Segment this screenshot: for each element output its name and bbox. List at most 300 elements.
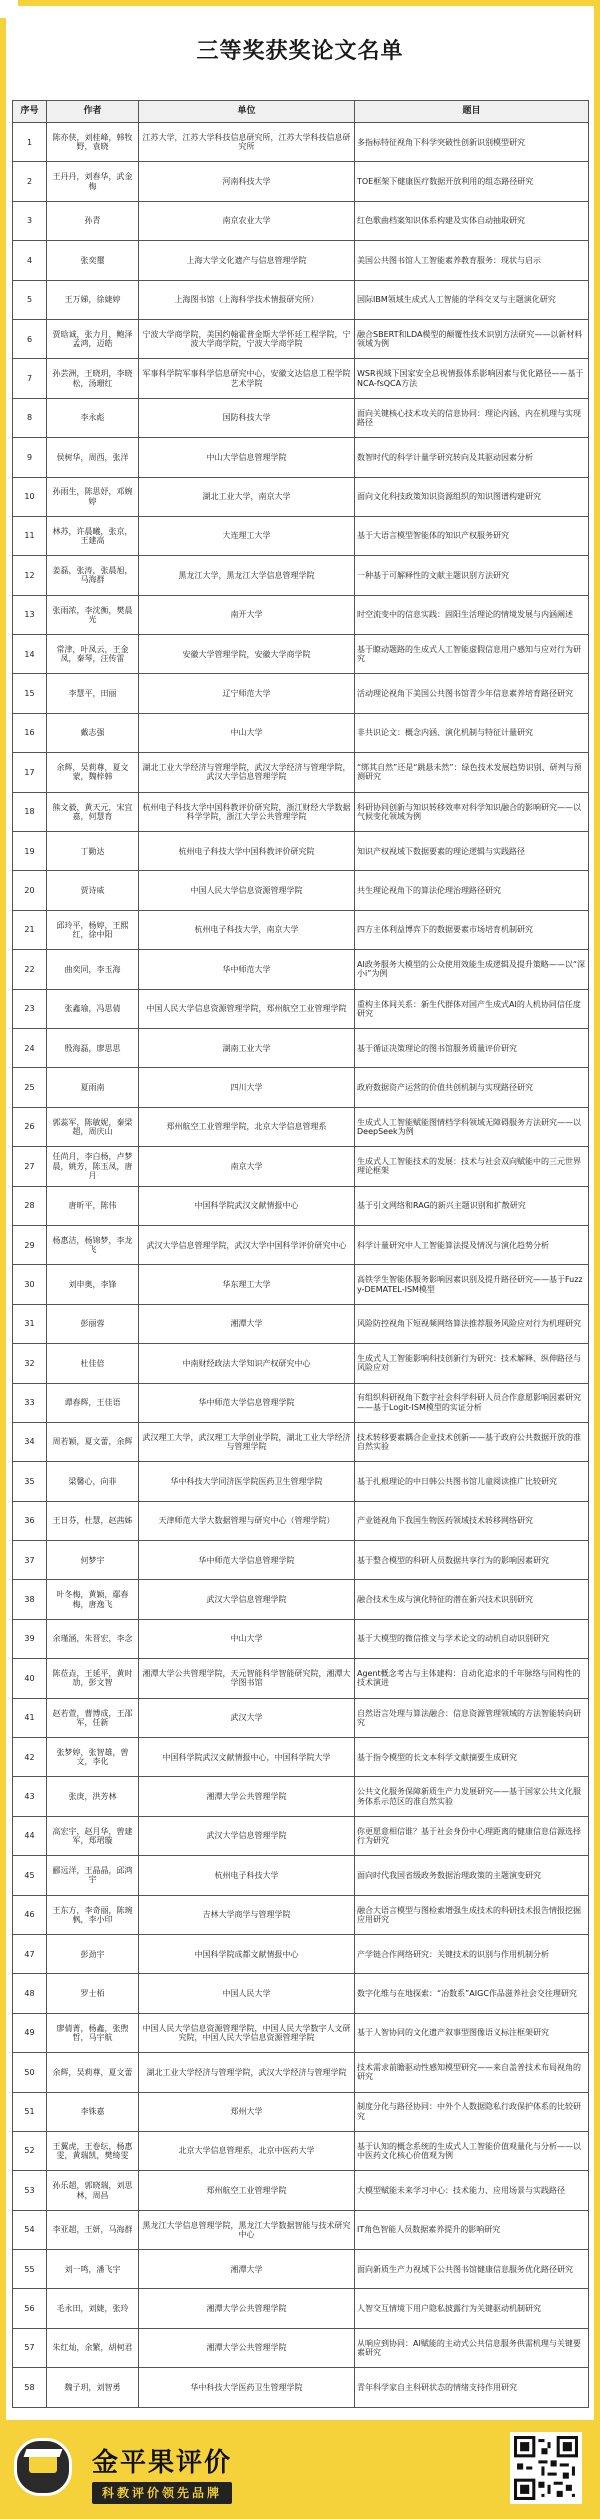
- paper-title-cell: 面向关键核心技术攻关的信息协同：理论内涵、内在机理与实现路径: [355, 398, 589, 437]
- paper-title-cell: 面向文化科技政策知识资源组织的知识图谱构建研究: [355, 477, 589, 516]
- authors-cell: 戴志强: [47, 713, 139, 752]
- authors-cell: 熊文毅，黄天元，宋宜嘉，何慧育: [47, 792, 139, 831]
- institution-cell: 黑龙江大学信息管理学院，黑龙江大学数据智能与技术研究中心: [139, 2210, 355, 2249]
- paper-title-cell: 从响应到协同：AI赋能的主动式公共信息服务供需机理与关键要素研究: [355, 2328, 589, 2367]
- paper-title-cell: 生成式人工智能技术的发展：技术与社会双向赋能中的三元世界理论框架: [355, 1147, 589, 1186]
- row-number: 26: [13, 1107, 47, 1146]
- table-row: [13, 556, 589, 595]
- authors-cell: 贾诗威: [47, 871, 139, 910]
- row-number: 24: [13, 1028, 47, 1067]
- paper-title-cell: 一种基于可解释性的文献主题识别方法研究: [355, 556, 589, 595]
- authors-cell: 陈亦侠，刘桂峰，韩牧野，袁晓: [47, 123, 139, 162]
- institution-cell: 辽宁师范大学: [139, 674, 355, 713]
- paper-title-cell: 技术需求前瞻驱动性感知模型研究——来自盖普技术布局视角的研究: [355, 2053, 589, 2092]
- paper-title-cell: 红色歌曲档案知识体系构建及实体自动抽取研究: [355, 201, 589, 240]
- authors-cell: 孙芸洲，王晓玥，李晓松，汤珊红: [47, 359, 139, 398]
- table-row: [13, 477, 589, 516]
- table-row: [13, 635, 589, 674]
- institution-cell: 南京大学: [139, 1147, 355, 1186]
- column-header: 作者: [47, 101, 139, 123]
- paper-title-cell: 多指标特征视角下科学突破性创新识别模型研究: [355, 123, 589, 162]
- row-number: 46: [13, 1895, 47, 1934]
- institution-cell: 中国人民大学信息资源管理学院: [139, 871, 355, 910]
- row-number: 33: [13, 1383, 47, 1422]
- paper-title-cell: 面向时代我国省级政务数据治理政策的主题演变研究: [355, 1856, 589, 1895]
- row-number: 29: [13, 1225, 47, 1264]
- table-row: [13, 2250, 589, 2289]
- institution-cell: 武汉大学: [139, 1698, 355, 1737]
- institution-cell: 武汉理工大学，武汉理工大学创业学院，湖北工业大学经济与管理学院: [139, 1422, 355, 1461]
- row-number: 30: [13, 1265, 47, 1304]
- paper-title-cell: 政府数据资产运营的价值共创机制与实现路径研究: [355, 1068, 589, 1107]
- institution-cell: 河南科技大学: [139, 162, 355, 201]
- paper-title-cell: “绑其自然”还是“跳悬未然”：绿色技术发展趋势识别、研判与预测研究: [355, 753, 589, 792]
- table-row: [13, 1422, 589, 1461]
- row-number: 56: [13, 2289, 47, 2328]
- table-row: [13, 1028, 589, 1067]
- table-row: [13, 1462, 589, 1501]
- institution-cell: 上海图书馆（上海科学技术情报研究所）: [139, 280, 355, 319]
- column-header: 题目: [355, 101, 589, 123]
- row-number: 25: [13, 1068, 47, 1107]
- paper-title-cell: 四方主体利益博弈下的数据要素市场培育机制研究: [355, 910, 589, 949]
- table-row: [13, 832, 589, 871]
- paper-title-cell: 知识产权视域下数据要素的理论逻辑与实践路径: [355, 832, 589, 871]
- authors-cell: 高宏宇，赵月华，曾建军，郑珺璇: [47, 1816, 139, 1855]
- institution-cell: 湖南工业大学: [139, 1028, 355, 1067]
- table-row: [13, 1580, 589, 1619]
- institution-cell: 华东理工大学: [139, 1265, 355, 1304]
- paper-title-cell: 面向新质生产力视域下公共图书馆健康信息服务优化路径研究: [355, 2250, 589, 2289]
- row-number: 57: [13, 2328, 47, 2367]
- row-number: 52: [13, 2131, 47, 2170]
- institution-cell: 吉林大学商学与管理学院: [139, 1895, 355, 1934]
- table-row: [13, 2053, 589, 2092]
- institution-cell: 武汉大学信息管理学院: [139, 1816, 355, 1855]
- institution-cell: 华中科技大学同济医学院医药卫生管理学院: [139, 1462, 355, 1501]
- authors-cell: 张奕璽: [47, 241, 139, 280]
- institution-cell: 上海大学文化遗产与信息管理学院: [139, 241, 355, 280]
- paper-title-cell: 公共文化服务保障新质生产力发展研究——基于国家公共文化服务体系示范区的准自然实验: [355, 1777, 589, 1816]
- authors-cell: 孙乐超，郭晓瑞，刘思林，周昌: [47, 2171, 139, 2210]
- row-number: 23: [13, 989, 47, 1028]
- paper-title-cell: 人智交互情境下用户隐私披露行为关键驱动机制研究: [355, 2289, 589, 2328]
- paper-title-cell: IT角色智能人员数据素养提升的影响研究: [355, 2210, 589, 2249]
- row-number: 21: [13, 910, 47, 949]
- institution-cell: 湘潭大学公共管理学院，天元智能科学智能研究院，湘潭大学图书馆: [139, 1659, 355, 1698]
- table-row: [13, 2131, 589, 2170]
- table-row: [13, 1856, 589, 1895]
- paper-title-cell: 数智时代的科学计量学研究转向及其驱动因素分析: [355, 438, 589, 477]
- authors-cell: 梁馨心，向菲: [47, 1462, 139, 1501]
- authors-cell: 刘一鸣，潘飞宇: [47, 2250, 139, 2289]
- authors-cell: 夏雨南: [47, 1068, 139, 1107]
- table-row: [13, 2368, 589, 2408]
- institution-cell: 华中师范大学信息管理学院: [139, 1541, 355, 1580]
- row-number: 32: [13, 1344, 47, 1383]
- paper-title-cell: 基于扎根理论的中日韩公共图书馆儿童阅读推广比较研究: [355, 1462, 589, 1501]
- paper-title-cell: 生成式人工智能影响科技创新行为研究：技术解释、纵伸路径与风险应对: [355, 1344, 589, 1383]
- authors-cell: 余辉，吴莉尊，夏文蕾: [47, 2053, 139, 2092]
- row-number: 39: [13, 1619, 47, 1658]
- paper-title-cell: 基于整合模型的科研人员数据共享行为的影响因素研究: [355, 1541, 589, 1580]
- paper-title-cell: 非共识论文：概念内涵、演化机制与特征计量研究: [355, 713, 589, 752]
- column-header: 序号: [13, 101, 47, 123]
- institution-cell: 北京大学信息管理系，北京中医药大学: [139, 2131, 355, 2170]
- institution-cell: 杭州电子科技大学中国科教评价研究院: [139, 832, 355, 871]
- table-row: [13, 1974, 589, 2013]
- authors-cell: 王翼虎，王卷纭，杨惠雯，黄瑞凯，樊绮雯: [47, 2131, 139, 2170]
- paper-title-cell: 科学计量研究中人工智能算法提及情况与演化趋势分析: [355, 1225, 589, 1264]
- page-title: 三等奖获奖论文名单: [196, 39, 404, 64]
- authors-cell: 彭劲宇: [47, 1934, 139, 1973]
- institution-cell: 安徽大学管理学院，安徽大学商学院: [139, 635, 355, 674]
- authors-cell: 任尚月，李白杨，卢梦晨，姚芳，陈玉凤，唐月: [47, 1147, 139, 1186]
- institution-cell: 江苏大学，江苏大学科技信息研究所，江苏大学科技信息研究所: [139, 123, 355, 162]
- table-row: [13, 1186, 589, 1225]
- table-row: [13, 2013, 589, 2052]
- row-number: 3: [13, 201, 47, 240]
- table-row: [13, 2171, 589, 2210]
- table-row: [13, 1698, 589, 1737]
- table-row: [13, 1934, 589, 1973]
- table-row: [13, 1895, 589, 1934]
- institution-cell: 湘潭大学公共管理学院: [139, 2289, 355, 2328]
- institution-cell: 湘潭大学公共管理学院: [139, 1777, 355, 1816]
- paper-title-cell: 技术转移要素耦合企业技术创新——基于政府公共数据开放的准自然实验: [355, 1422, 589, 1461]
- paper-title-cell: 基于大语言模型智能体的知识产权服务研究: [355, 516, 589, 555]
- award-table-wrapper: [12, 100, 588, 2408]
- institution-cell: 湖北工业大学，南京大学: [139, 477, 355, 516]
- authors-cell: 何梦宇: [47, 1541, 139, 1580]
- paper-title-cell: 基于瞭动题路的生成式人工智能虚假信息用户感知与应对行为研究: [355, 635, 589, 674]
- table-header-row: [13, 101, 589, 123]
- row-number: 53: [13, 2171, 47, 2210]
- authors-cell: 唐昕平，陈伟: [47, 1186, 139, 1225]
- table-row: [13, 1344, 589, 1383]
- table-row: [13, 2289, 589, 2328]
- row-number: 48: [13, 1974, 47, 2013]
- row-number: 10: [13, 477, 47, 516]
- table-row: [13, 871, 589, 910]
- row-number: 6: [13, 319, 47, 358]
- paper-title-cell: 基于引文网络和RAG的新兴主题识别和扩散研究: [355, 1186, 589, 1225]
- paper-title-cell: 重构主体间关系：新生代群体对国产生成式AI的人机协同信任度研究: [355, 989, 589, 1028]
- table-row: [13, 359, 589, 398]
- row-number: 14: [13, 635, 47, 674]
- table-row: [13, 241, 589, 280]
- row-number: 12: [13, 556, 47, 595]
- paper-title-cell: TOE框架下健康医疗数据开放利用的组态路径研究: [355, 162, 589, 201]
- authors-cell: 陈莅垚，王延平，黄时劢，彭文智: [47, 1659, 139, 1698]
- brand-name: 金平果评价: [92, 2448, 233, 2478]
- institution-cell: 杭州电子科技大学: [139, 1856, 355, 1895]
- row-number: 40: [13, 1659, 47, 1698]
- authors-cell: 孙雨生，陈思妤，邓婉婷: [47, 477, 139, 516]
- authors-cell: 郭蕊军，陈敏妮，秦梁超，周庆山: [47, 1107, 139, 1146]
- paper-title-cell: 基于循证决策理论的图书馆服务质量评价研究: [355, 1028, 589, 1067]
- institution-cell: 中南财经政法大学知识产权研究中心: [139, 1344, 355, 1383]
- row-number: 27: [13, 1147, 47, 1186]
- qr-code-graphic: [514, 2436, 578, 2500]
- paper-title-cell: 产学链合作网络研究：关键技术的识别与作用机制分析: [355, 1934, 589, 1973]
- row-number: 49: [13, 2013, 47, 2052]
- institution-cell: 中山大学: [139, 1619, 355, 1658]
- table-row: [13, 950, 589, 989]
- institution-cell: 大连理工大学: [139, 516, 355, 555]
- institution-cell: 中国科学院武汉文献情报中心: [139, 1186, 355, 1225]
- table-row: [13, 319, 589, 358]
- paper-title-cell: 有组织科研视角下数字社会科学科研人员合作意愿影响因素研究——基于Logit-ISM模型的实证分析: [355, 1383, 589, 1422]
- institution-cell: 中国人民大学信息资源管理学院，郑州航空工业管理学院: [139, 989, 355, 1028]
- authors-cell: 侯树华，周西，张洋: [47, 438, 139, 477]
- paper-title-cell: 风险防控视角下短视频网络算法推荐服务风险应对行为机理研究: [355, 1304, 589, 1343]
- footer: [0, 2420, 600, 2519]
- paper-title-cell: 科研协同创新与知识转移效率对科学知识融合的影响研究——以气候变化领域为例: [355, 792, 589, 831]
- table-row: [13, 516, 589, 555]
- paper-title-cell: 共生理论视角下的算法伦理治理路径研究: [355, 871, 589, 910]
- table-row: [13, 2092, 589, 2131]
- paper-title-cell: 基于人智协同的文化遗产叙事型图像语义标注框架研究: [355, 2013, 589, 2052]
- authors-cell: 李亚超，王妍，马海群: [47, 2210, 139, 2249]
- authors-cell: 朱红灿，余繁，胡柯君: [47, 2328, 139, 2367]
- row-number: 17: [13, 753, 47, 792]
- authors-cell: 李慧平，田丽: [47, 674, 139, 713]
- row-number: 8: [13, 398, 47, 437]
- column-header: 单位: [139, 101, 355, 123]
- authors-cell: 叶冬梅，黄颖，鄢春梅，唐逸飞: [47, 1580, 139, 1619]
- paper-title-cell: 基于大模型的微信推文与学术论文的动机自动识别研究: [355, 1619, 589, 1658]
- table-row: [13, 1147, 589, 1186]
- institution-cell: 中山大学信息管理学院: [139, 438, 355, 477]
- row-number: 44: [13, 1816, 47, 1855]
- row-number: 13: [13, 595, 47, 634]
- graduation-cap-icon: [14, 2438, 72, 2496]
- paper-title-cell: 融合大语言模型与图检索增强生成技术的科研技术报告情报挖掘应用研究: [355, 1895, 589, 1934]
- table-row: [13, 2210, 589, 2249]
- authors-cell: 余辉，吴莉尊，夏文蒙，魏梓韩: [47, 753, 139, 792]
- institution-cell: 黑龙江大学，黑龙江大学信息管理学院: [139, 556, 355, 595]
- table-row: [13, 280, 589, 319]
- institution-cell: 杭州电子科技大学中国科教评价研究院，浙江财经大学数据科学学院，浙江大学公共管理学院: [139, 792, 355, 831]
- table-row: [13, 1541, 589, 1580]
- table-row: [13, 1383, 589, 1422]
- authors-cell: 张鑫瑜，冯思倩: [47, 989, 139, 1028]
- row-number: 47: [13, 1934, 47, 1973]
- authors-cell: 孙青: [47, 201, 139, 240]
- table-row: [13, 910, 589, 949]
- authors-cell: 李铢嘉: [47, 2092, 139, 2131]
- table-body: [13, 123, 589, 2408]
- table-row: [13, 1304, 589, 1343]
- table-row: [13, 1777, 589, 1816]
- paper-title-cell: 时空流变中的信息实践：固阳生活理论的情境发展与内涵阐述: [355, 595, 589, 634]
- table-row: [13, 792, 589, 831]
- authors-cell: 廖倩菁，杨鑫，张煦哲，马宇航: [47, 2013, 139, 2052]
- table-row: [13, 398, 589, 437]
- award-list-card: [6, 6, 594, 2420]
- paper-title-cell: 生成式人工智能赋能图情档学科领域无障碍服务方法研究——以DeepSeek为例: [355, 1107, 589, 1146]
- table-row: [13, 201, 589, 240]
- row-number: 9: [13, 438, 47, 477]
- row-number: 42: [13, 1738, 47, 1777]
- authors-cell: 彭丽蓉: [47, 1304, 139, 1343]
- authors-cell: 毛永田，刘婕，张玲: [47, 2289, 139, 2328]
- qr-code-icon: [510, 2432, 582, 2504]
- institution-cell: 军事科学院军事科学信息研究中心，安徽文达信息工程学院艺术学院: [139, 359, 355, 398]
- institution-cell: 湘潭大学: [139, 2250, 355, 2289]
- row-number: 1: [13, 123, 47, 162]
- row-number: 45: [13, 1856, 47, 1895]
- row-number: 7: [13, 359, 47, 398]
- row-number: 2: [13, 162, 47, 201]
- paper-title-cell: 基于认知的概念系统的生成式人工智能价值观量化与分析——以中医药文化核心价值观为例: [355, 2131, 589, 2170]
- table-row: [13, 674, 589, 713]
- table-row: [13, 753, 589, 792]
- paper-title-cell: 融合SBERT和LDA模型的颠覆性技术识别方法研究——以新材料领域为例: [355, 319, 589, 358]
- row-number: 16: [13, 713, 47, 752]
- row-number: 11: [13, 516, 47, 555]
- authors-cell: 王万娣，徐婕婷: [47, 280, 139, 319]
- authors-cell: 罗士栢: [47, 1974, 139, 2013]
- row-number: 55: [13, 2250, 47, 2289]
- institution-cell: 中山大学: [139, 713, 355, 752]
- authors-cell: 丁勤达: [47, 832, 139, 871]
- paper-title-cell: 基于指令模型的长文本科学文献摘要生成研究: [355, 1738, 589, 1777]
- table-row: [13, 1738, 589, 1777]
- paper-title-cell: 大模型赋能未来学习中心：技术能力、应用场景与实践路径: [355, 2171, 589, 2210]
- institution-cell: 湖北工业大学经济与管理学院，武汉大学经济与管理学院: [139, 2053, 355, 2092]
- authors-cell: 贾晗诚，张力月，鲍泽孟鸿，迈皓: [47, 319, 139, 358]
- institution-cell: 南京农业大学: [139, 201, 355, 240]
- authors-cell: 赵若萱，曹博成，王邵军，任新: [47, 1698, 139, 1737]
- paper-title-cell: Agent概念考古与主体建构：自动化追求的千年脉络与同构性的技术演进: [355, 1659, 589, 1698]
- table-row: [13, 1501, 589, 1540]
- institution-cell: 郑州航空工业管理学院: [139, 2171, 355, 2210]
- authors-cell: 林苏，许晨曦，张京，王建高: [47, 516, 139, 555]
- table-row: [13, 123, 589, 162]
- table-row: [13, 1107, 589, 1146]
- institution-cell: 武汉大学信息管理学院: [139, 1580, 355, 1619]
- table-row: [13, 1659, 589, 1698]
- authors-cell: 王日芬，杜慧，赵茜姊: [47, 1501, 139, 1540]
- authors-cell: 郦远洋，王晶晶，邱鸿宇: [47, 1856, 139, 1895]
- row-number: 15: [13, 674, 47, 713]
- row-number: 4: [13, 241, 47, 280]
- institution-cell: 武汉大学信息管理学院，武汉大学中国科学评价研究中心: [139, 1225, 355, 1264]
- table-row: [13, 438, 589, 477]
- row-number: 58: [13, 2368, 47, 2408]
- row-number: 31: [13, 1304, 47, 1343]
- institution-cell: 湘潭大学公共管理学院: [139, 2328, 355, 2367]
- institution-cell: 中国科学院武汉文献情报中心，中国科学院大学: [139, 1738, 355, 1777]
- institution-cell: 中国人民大学信息资源管理学院，中国人民大学数字人文研究院，中国人民大学信息资源管理学院: [139, 2013, 355, 2052]
- institution-cell: 中国人民大学: [139, 1974, 355, 2013]
- authors-cell: 曲奕同，李玉海: [47, 950, 139, 989]
- paper-title-cell: 数字化维与在地探索：“冶数系”AIGC作品滋养社会交往理研究: [355, 1974, 589, 2013]
- paper-title-cell: 活动理论视角下美国公共图书馆青少年信息素养培育路径研究: [355, 674, 589, 713]
- institution-cell: 杭州电子科技大学，南京大学: [139, 910, 355, 949]
- paper-title-cell: 产业链视角下我国生物医药领域技术转移网络研究: [355, 1501, 589, 1540]
- row-number: 20: [13, 871, 47, 910]
- authors-cell: 王东方，李奇丽，陈琬枫，李小印: [47, 1895, 139, 1934]
- authors-cell: 谭春辉，王佳语: [47, 1383, 139, 1422]
- brand-slogan: 科教评价领先品牌: [92, 2482, 232, 2504]
- paper-title-cell: 自然语言处理与算法融合：信息资源管理领域的方法智能转向研究: [355, 1698, 589, 1737]
- institution-cell: 国防科技大学: [139, 398, 355, 437]
- row-number: 18: [13, 792, 47, 831]
- authors-cell: 张雨浓，李沈衡，樊晨光: [47, 595, 139, 634]
- award-table: [12, 100, 589, 2408]
- row-number: 19: [13, 832, 47, 871]
- institution-cell: 郑州航空工业管理学院，北京大学信息管理系: [139, 1107, 355, 1146]
- row-number: 37: [13, 1541, 47, 1580]
- authors-cell: 刘申奥，李锋: [47, 1265, 139, 1304]
- paper-title-cell: 高铁学生智能体服务影响因素识别及提升路径研究——基于Fuzzy-DEMATEL-ISM模型: [355, 1265, 589, 1304]
- row-number: 5: [13, 280, 47, 319]
- institution-cell: 郑州大学: [139, 2092, 355, 2131]
- table-row: [13, 1068, 589, 1107]
- paper-title-cell: WSR视域下国家安全总视情报体系影响因素与优化路径——基于NCA-fsQCA方法: [355, 359, 589, 398]
- table-row: [13, 595, 589, 634]
- row-number: 51: [13, 2092, 47, 2131]
- institution-cell: 华中师范大学: [139, 950, 355, 989]
- logo-cap-shape: [24, 2449, 63, 2457]
- paper-title-cell: 美国公共图书馆人工智能素养教育服务：现状与启示: [355, 241, 589, 280]
- authors-cell: 杨惠洁，杨锦梦，李龙飞: [47, 1225, 139, 1264]
- row-number: 36: [13, 1501, 47, 1540]
- paper-title-cell: AI政务服务大模型的公众使用效能生成逻辑及提升策略——以“深小i”为例: [355, 950, 589, 989]
- authors-cell: 张庚，洪芳林: [47, 1777, 139, 1816]
- table-row: [13, 1225, 589, 1264]
- paper-title-cell: 青年科学家自主科研状态的情绪支持作用研究: [355, 2368, 589, 2408]
- table-row: [13, 2328, 589, 2367]
- row-number: 34: [13, 1422, 47, 1461]
- row-number: 22: [13, 950, 47, 989]
- paper-title-cell: 制度分化与路径协同：中外个人数据隐私行政保护体系的比较研究: [355, 2092, 589, 2131]
- institution-cell: 天津师范大学大数据管理与研究中心（管理学院）: [139, 1501, 355, 1540]
- authors-cell: 王丹丹，刘春华，武金梅: [47, 162, 139, 201]
- table-row: [13, 1619, 589, 1658]
- row-number: 50: [13, 2053, 47, 2092]
- authors-cell: 邱玲平，杨婷，王熙红，徐中阳: [47, 910, 139, 949]
- authors-cell: 姜磊，张涛，张晨旭，马海群: [47, 556, 139, 595]
- paper-title-cell: 你更愿意相信谁？基于社会身份中心理距离的健康信息信源选择行为研究: [355, 1816, 589, 1855]
- paper-title-cell: 国际IBM领域生成式人工智能的学科交叉与主题演化研究: [355, 280, 589, 319]
- row-number: 54: [13, 2210, 47, 2249]
- table-row: [13, 162, 589, 201]
- institution-cell: 宁波大学商学院，美国约翰霍普金斯大学怀廷工程学院，宁波大学商学院，宁波大学商学院: [139, 319, 355, 358]
- institution-cell: 华中科技大学医药卫生管理学院: [139, 2368, 355, 2408]
- institution-cell: 华中师范大学信息管理学院: [139, 1383, 355, 1422]
- institution-cell: 湖北工业大学经济与管理学院，武汉大学经济与管理学院，武汉大学信息管理学院: [139, 753, 355, 792]
- institution-cell: 湘潭大学: [139, 1304, 355, 1343]
- authors-cell: 常津，叶凤云，王金凤，秦琴，汪传雷: [47, 635, 139, 674]
- authors-cell: 魏子玥，刘智勇: [47, 2368, 139, 2408]
- table-row: [13, 713, 589, 752]
- row-number: 41: [13, 1698, 47, 1737]
- table-row: [13, 989, 589, 1028]
- row-number: 35: [13, 1462, 47, 1501]
- authors-cell: 周若颖，夏文蕾，余辉: [47, 1422, 139, 1461]
- paper-title-cell: 融合技术生成与演化特征的潜在新兴技术识别研究: [355, 1580, 589, 1619]
- row-number: 28: [13, 1186, 47, 1225]
- authors-cell: 殷海磊，廖思思: [47, 1028, 139, 1067]
- authors-cell: 张梦婷，张智雄，曾文，李化: [47, 1738, 139, 1777]
- row-number: 38: [13, 1580, 47, 1619]
- institution-cell: 四川大学: [139, 1068, 355, 1107]
- table-row: [13, 1265, 589, 1304]
